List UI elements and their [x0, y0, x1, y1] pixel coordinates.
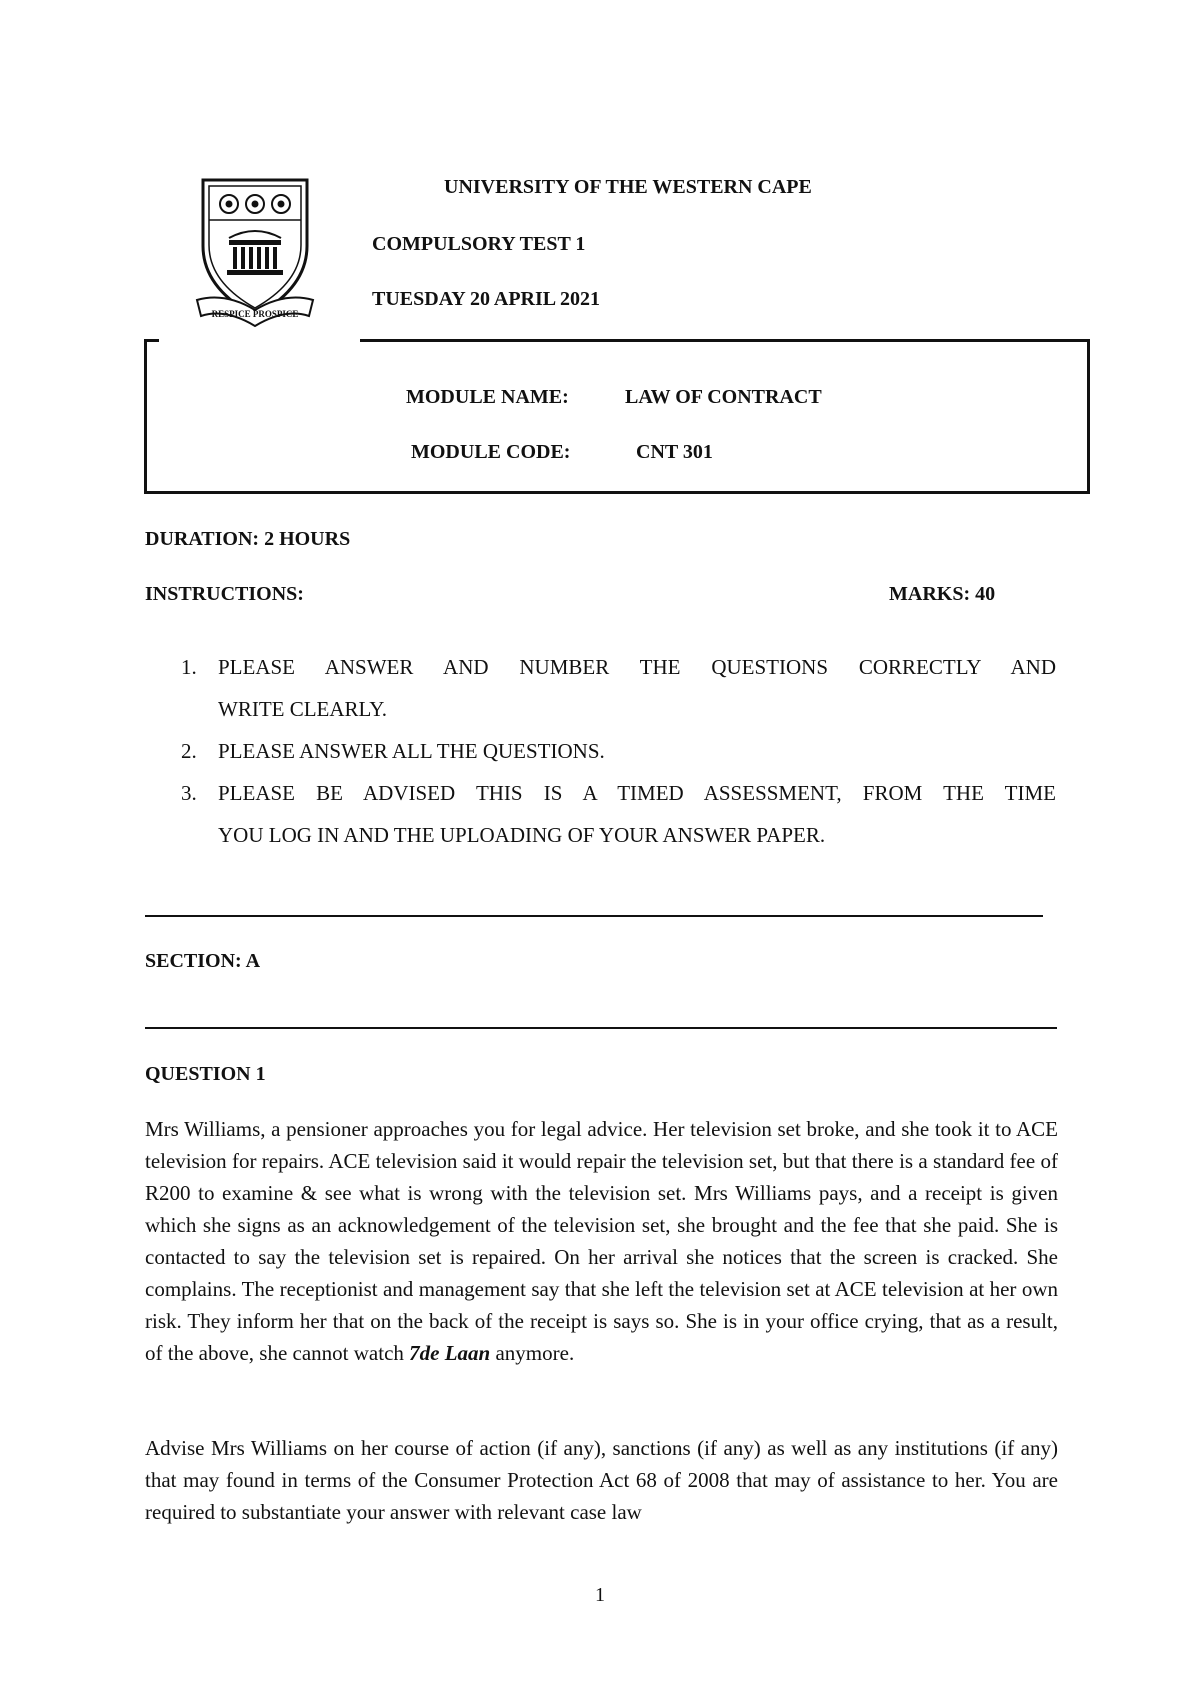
instruction-item: [181, 772, 1056, 814]
instruction-number: 3.: [181, 781, 197, 805]
instruction-number: 2.: [181, 739, 197, 763]
section-divider-bottom: [145, 1027, 1057, 1029]
instruction-text: PLEASE ANSWER AND NUMBER THE QUESTIONS CORRECTLY AND: [218, 655, 1056, 679]
paragraph-text-end: anymore.: [490, 1341, 575, 1365]
question-paragraph-1: [145, 1113, 1058, 1369]
university-name: UNIVERSITY OF THE WESTERN CAPE: [444, 176, 812, 198]
instructions-list: [181, 646, 1056, 856]
instruction-item-continued: [218, 814, 1056, 856]
tv-show-title: 7de Laan: [409, 1341, 491, 1365]
module-name-label: MODULE NAME:: [406, 386, 569, 408]
instruction-item: [181, 730, 1056, 772]
module-code-value: CNT 301: [636, 441, 713, 463]
instruction-item-continued: [218, 688, 1056, 730]
instruction-text: WRITE CLEARLY.: [218, 697, 387, 721]
module-code-label: MODULE CODE:: [411, 441, 571, 463]
university-crest-logo: [195, 176, 315, 332]
instructions-label: INSTRUCTIONS:: [145, 583, 304, 605]
instruction-text: PLEASE BE ADVISED THIS IS A TIMED ASSESSMENT, FROM THE TIME: [218, 781, 1056, 805]
instruction-text: PLEASE ANSWER ALL THE QUESTIONS.: [218, 739, 605, 763]
marks: MARKS: 40: [889, 583, 996, 605]
module-name-value: LAW OF CONTRACT: [625, 386, 822, 408]
section-title: SECTION: A: [145, 950, 261, 972]
question-title: QUESTION 1: [145, 1063, 266, 1085]
page-number: 1: [595, 1584, 605, 1606]
duration: DURATION: 2 HOURS: [145, 528, 351, 550]
question-paragraph-2: [145, 1432, 1058, 1528]
instruction-number: 1.: [181, 655, 197, 679]
instruction-item: [181, 646, 1056, 688]
instruction-text: YOU LOG IN AND THE UPLOADING OF YOUR ANSWER PAPER.: [218, 823, 826, 847]
crest-motto: RESPICE PROSPICE: [211, 309, 299, 319]
test-date: TUESDAY 20 APRIL 2021: [372, 288, 601, 310]
section-divider-top: [145, 915, 1043, 917]
box-border-top-right: [360, 339, 1090, 342]
paragraph-text: Advise Mrs Williams on her course of action (if any), sanctions (if any) as well as any institutions (if any) that may found in terms of the Consumer Protection Act 68 of 2008 that may of assistance to her. You are required to substantiate your answer with relevant case law: [145, 1436, 1058, 1524]
test-name: COMPULSORY TEST 1: [372, 233, 586, 255]
module-box: [144, 339, 1090, 494]
box-border-left: [144, 339, 147, 494]
paragraph-text: Mrs Williams, a pensioner approaches you for legal advice. Her television set broke, and she took it to ACE television for repairs. ACE television said it would repair the television set, but that there is a standard fee of R200 to examine & see what is wrong with the television set. Mrs Williams pays, and a receipt is given which she signs as an acknowledgement of the television set, she brought and the fee that she paid. She is contacted to say the television set is repaired. On her arrival she notices that the screen is cracked. She complains. The receptionist and management say that she left the television set at ACE television at her own risk. They inform her that on the back of the receipt is says so. She is in your office crying, that as a result, of the above, she cannot watch: [145, 1117, 1058, 1365]
